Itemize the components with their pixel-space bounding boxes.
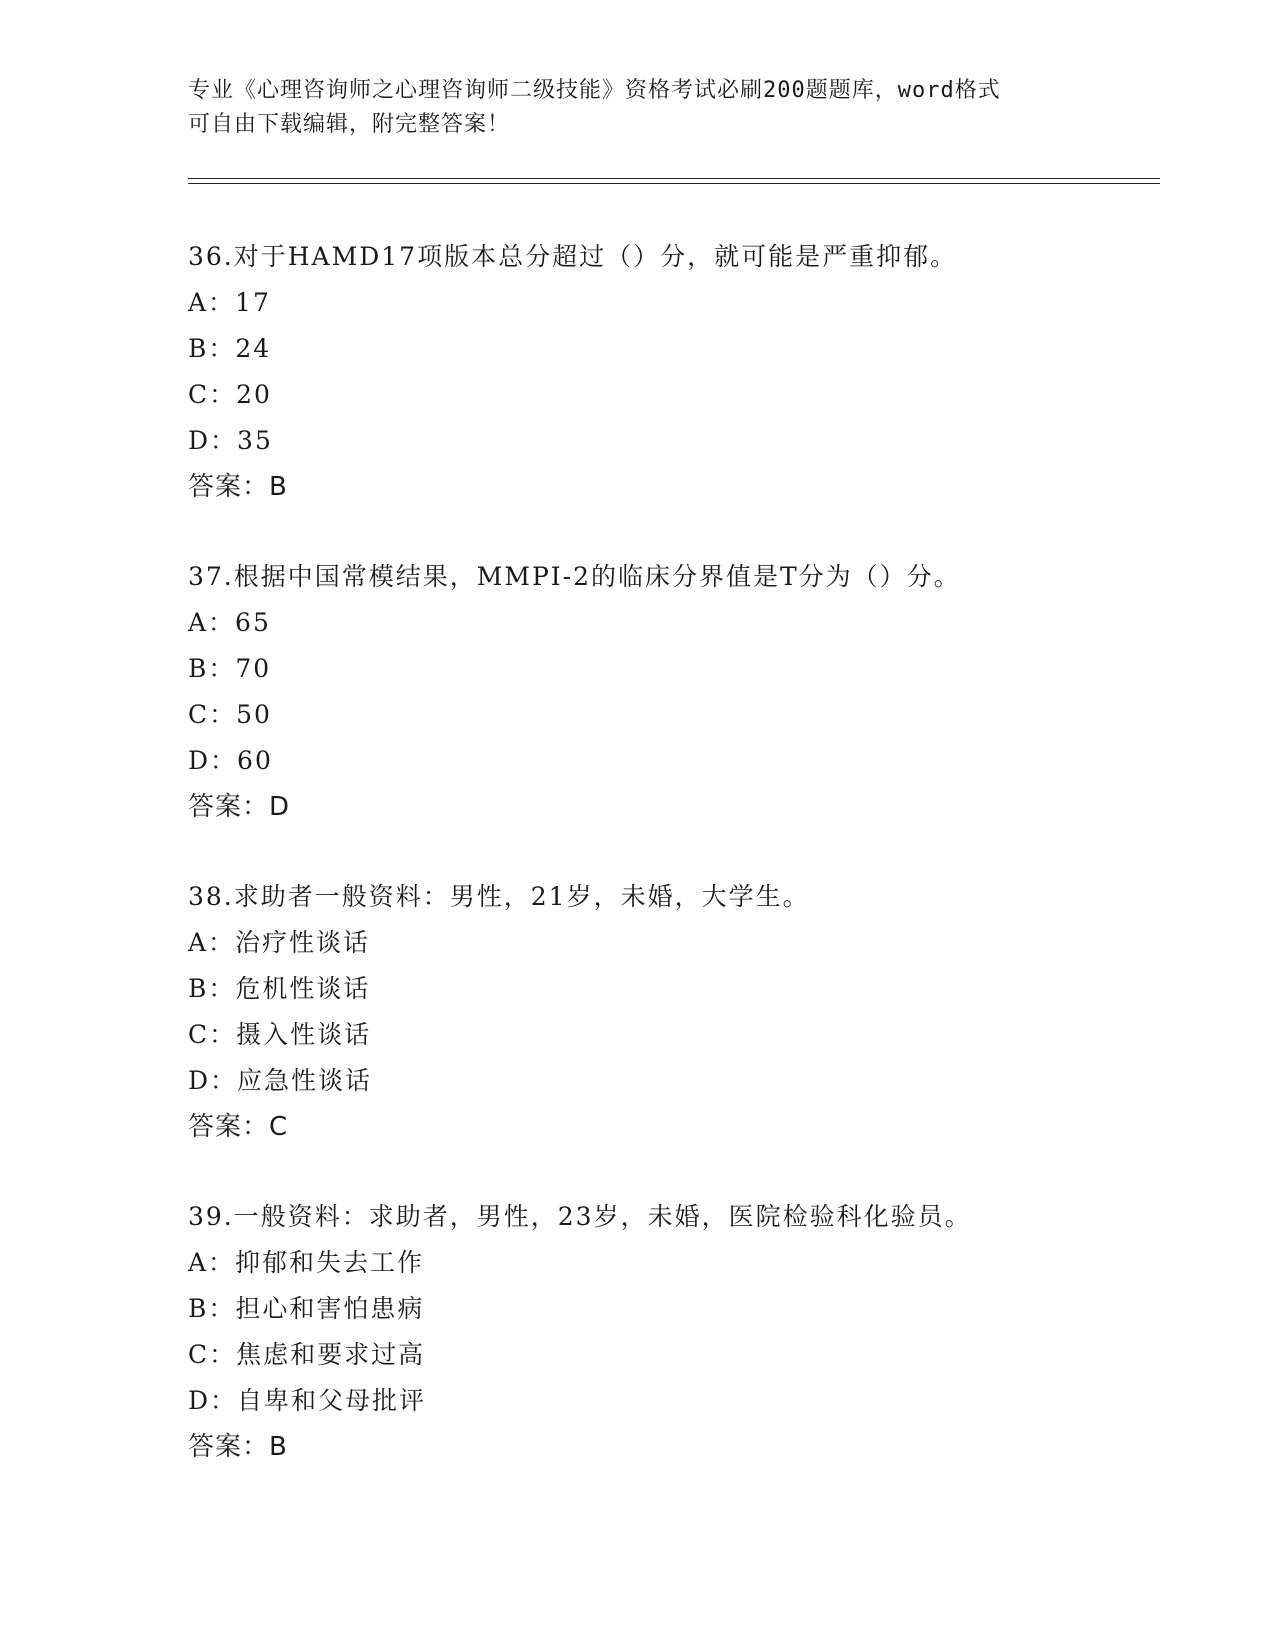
document-header bbox=[188, 74, 1088, 142]
question-stem: 38.求助者一般资料：男性，21岁，未婚，大学生。 bbox=[188, 882, 810, 911]
option-c: C：摄入性谈话 bbox=[188, 1020, 372, 1049]
option-a: A：65 bbox=[188, 608, 271, 637]
option-d: D：自卑和父母批评 bbox=[188, 1386, 427, 1415]
question-38 bbox=[188, 874, 1148, 1150]
question-36 bbox=[188, 234, 1148, 510]
header-line-2: 可自由下载编辑，附完整答案！ bbox=[188, 112, 511, 137]
answer-line: 答案：B bbox=[188, 1432, 288, 1462]
option-b: B：危机性谈话 bbox=[188, 974, 371, 1003]
option-a: A：治疗性谈话 bbox=[188, 928, 371, 957]
question-39 bbox=[188, 1194, 1148, 1470]
option-d: D：应急性谈话 bbox=[188, 1066, 373, 1095]
answer-line: 答案：D bbox=[188, 792, 291, 822]
answer-line: 答案：C bbox=[188, 1112, 289, 1142]
option-d: D：35 bbox=[188, 426, 273, 455]
option-b: B：24 bbox=[188, 334, 272, 363]
question-37 bbox=[188, 554, 1148, 830]
option-d: D：60 bbox=[188, 746, 273, 775]
answer-line: 答案：B bbox=[188, 472, 288, 502]
question-stem: 37.根据中国常模结果，MMPI-2的临床分界值是T分为（）分。 bbox=[188, 562, 961, 591]
question-stem: 39.一般资料：求助者，男性，23岁，未婚，医院检验科化验员。 bbox=[188, 1202, 972, 1231]
option-c: C：20 bbox=[188, 380, 272, 409]
option-c: C：50 bbox=[188, 700, 272, 729]
option-b: B：70 bbox=[188, 654, 272, 683]
header-divider-top bbox=[188, 178, 1160, 179]
option-a: A：17 bbox=[188, 288, 271, 317]
option-b: B：担心和害怕患病 bbox=[188, 1294, 425, 1323]
header-divider-bottom bbox=[188, 183, 1160, 184]
option-a: A：抑郁和失去工作 bbox=[188, 1248, 425, 1277]
header-line-1: 专业《心理咨询师之心理咨询师二级技能》资格考试必刷200题题库，word格式 bbox=[188, 78, 1001, 103]
option-c: C：焦虑和要求过高 bbox=[188, 1340, 426, 1369]
question-stem: 36.对于HAMD17项版本总分超过（）分，就可能是严重抑郁。 bbox=[188, 242, 958, 271]
